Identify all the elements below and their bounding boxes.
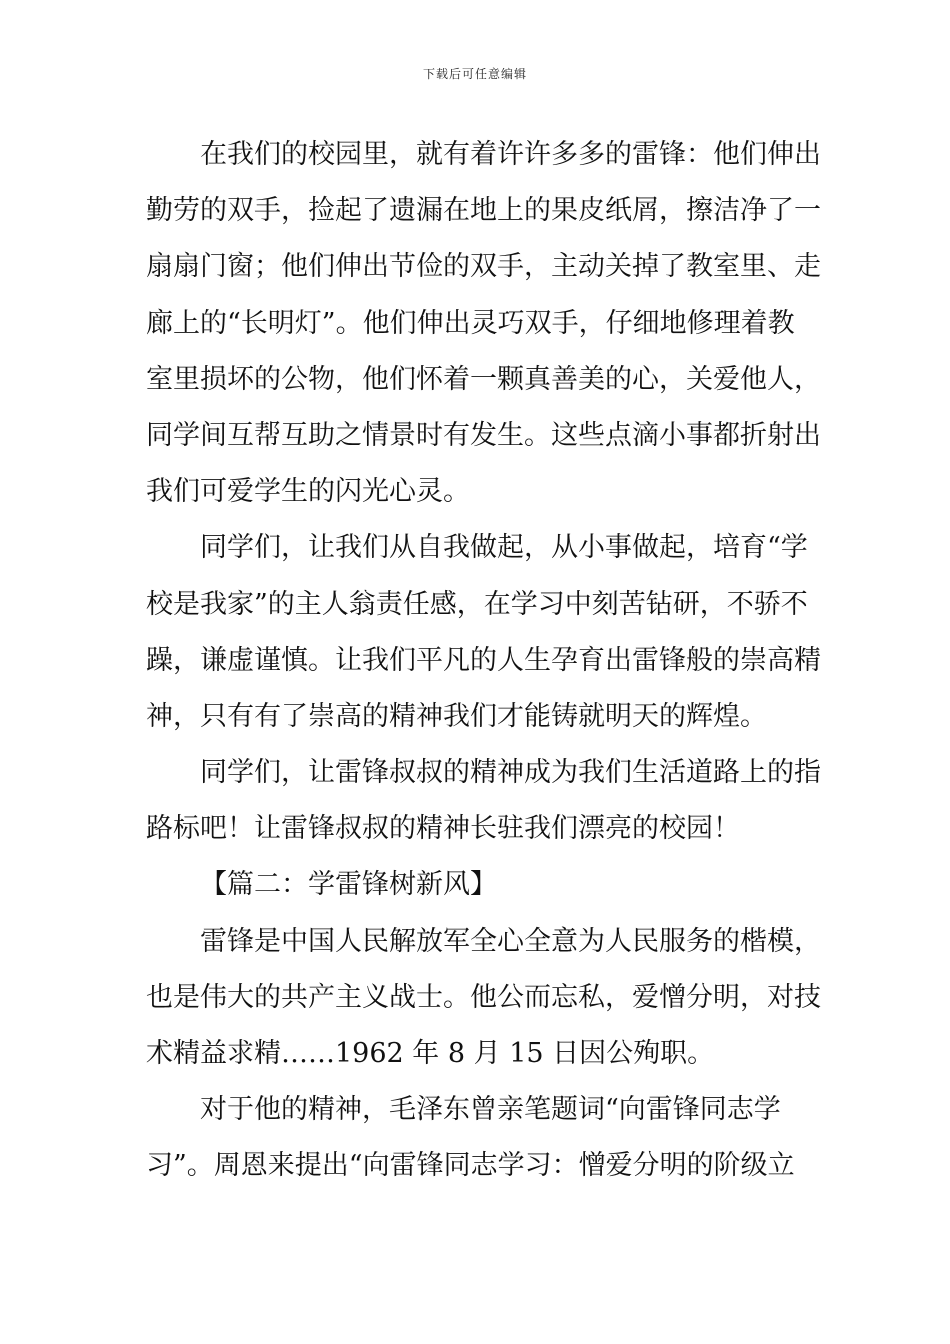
paragraph-line: 躁，谦虚谨慎。让我们平凡的人生孕育出雷锋般的崇高精 (146, 644, 821, 676)
paragraph-line: 我们可爱学生的闪光心灵。 (146, 476, 470, 508)
document-body (146, 127, 821, 1195)
paragraph-line: 在我们的校园里，就有着许许多多的雷锋：他们伸出 (200, 139, 821, 170)
paragraph-line: 校是我家”的主人翁责任感，在学习中刻苦钻研，不骄不 (146, 588, 808, 620)
paragraph-line: 扇扇门窗；他们伸出节俭的双手，主动关掉了教室里、走 (146, 251, 821, 283)
section-heading: 【篇二：学雷锋树新风】 (200, 869, 497, 901)
paragraph-line: 勤劳的双手，捡起了遗漏在地上的果皮纸屑，擦洁净了一 (146, 195, 821, 227)
paragraph-line: 术精益求精……1962 年 8 月 15 日因公殉职。 (146, 1038, 715, 1069)
paragraph-line: 同学们，让雷锋叔叔的精神成为我们生活道路上的指 (200, 757, 821, 789)
paragraph-line: 雷锋是中国人民解放军全心全意为人民服务的楷模， (200, 925, 821, 957)
paragraph-line: 习”。周恩来提出“向雷锋同志学习：憎爱分明的阶级立 (146, 1150, 795, 1182)
paragraph-line: 也是伟大的共产主义战士。他公而忘私，爱憎分明，对技 (146, 981, 821, 1013)
paragraph-line: 同学间互帮互助之情景时有发生。这些点滴小事都折射出 (146, 419, 821, 451)
paragraph-line: 同学们，让我们从自我做起，从小事做起，培育“学 (200, 532, 808, 564)
paragraph-line: 神，只有有了崇高的精神我们才能铸就明天的辉煌。 (146, 700, 767, 732)
paragraph-line: 廊上的“长明灯”。他们伸出灵巧双手，仔细地修理着教 (146, 307, 795, 339)
page-header: 下载后可任意编辑 (422, 67, 527, 81)
paragraph-line: 路标吧！让雷锋叔叔的精神长驻我们漂亮的校园！ (146, 813, 740, 845)
paragraph-line: 对于他的精神，毛泽东曾亲笔题词“向雷锋同志学 (200, 1094, 781, 1126)
paragraph-line: 室里损坏的公物，他们怀着一颗真善美的心，关爱他人， (146, 363, 821, 395)
